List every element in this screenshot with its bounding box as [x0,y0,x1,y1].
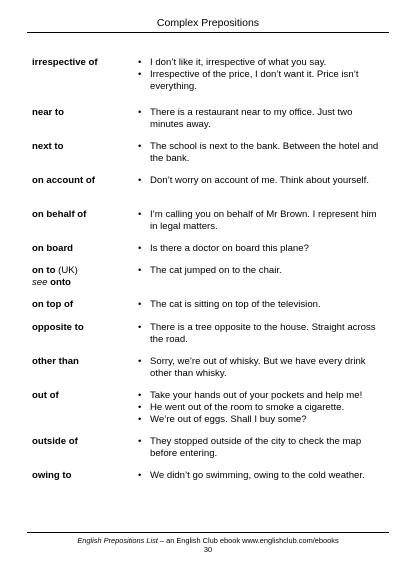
page-number: 30 [203,545,213,554]
entry-term: on account of [32,175,95,186]
entry-term: on top of [32,299,74,310]
entry-term: on board [32,243,74,254]
example-item: • There is a tree opposite to the house. Straight across the road. [138,322,383,346]
entry-term: out of [32,390,59,401]
entry-term: on behalf of [32,209,87,220]
example-item: • We didn’t go swimming, owing to the cold weather. [138,470,383,482]
entry-examples [138,299,383,311]
term-text: on to [32,265,56,276]
footer-credit [0,536,416,545]
entry-term: other than [32,356,79,367]
entry-term: irrespective of [32,57,98,68]
example-item: • We’re out of eggs. Shall I buy some? [138,414,383,426]
entry-examples [138,390,383,426]
example-item: • Irrespective of the price, I don’t want it. Price isn’t everything. [138,69,383,93]
entry-examples [138,243,383,255]
entry-examples [138,107,383,131]
entry-term: owing to [32,470,72,481]
example-item: • Sorry, we’re out of whisky. But we have every drink other than whisky. [138,356,383,380]
example-item: • They stopped outside of the city to check the map before entering. [138,436,383,460]
entry-examples [138,175,383,187]
entry-term: opposite to [32,322,84,333]
example-item: • I’m calling you on behalf of Mr Brown. I represent him in legal matters. [138,209,383,233]
entry-examples [138,470,383,482]
entry-examples [138,265,383,277]
entry-examples [138,141,383,165]
see-also [32,277,127,289]
example-item: • He went out of the room to smoke a cigarette. [138,402,383,414]
example-item: • Take your hands out of your pockets and help me! [138,390,383,402]
example-item: • Is there a doctor on board this plane? [138,243,383,255]
entry-examples [138,356,383,380]
entry-examples [138,436,383,460]
term-note: (UK) [58,265,78,276]
entry-examples [138,209,383,233]
example-item: • The school is next to the bank. Between the hotel and the bank. [138,141,383,165]
entry-examples [138,57,383,93]
page-title: Complex Prepositions [156,17,260,29]
footer-divider [27,532,389,533]
entry-term: near to [32,107,64,118]
ebook-title: English Prepositions List [77,536,158,545]
example-item: • The cat is sitting on top of the television. [138,299,383,311]
see-label: see [32,277,48,288]
example-item: • Don’t worry on account of me. Think about yourself. [138,175,383,187]
example-item: • The cat jumped on to the chair. [138,265,383,277]
footer-source: – an English Club ebook www.englishclub.com/ebooks [157,536,339,545]
entry-term [32,265,127,289]
entry-term: next to [32,141,64,152]
entry-examples [138,322,383,346]
header-divider [27,32,389,33]
example-item: • I don’t like it, irrespective of what you say. [138,57,383,69]
see-ref: onto [50,277,71,288]
entry-term: outside of [32,436,78,447]
example-item: • There is a restaurant near to my office. Just two minutes away. [138,107,383,131]
